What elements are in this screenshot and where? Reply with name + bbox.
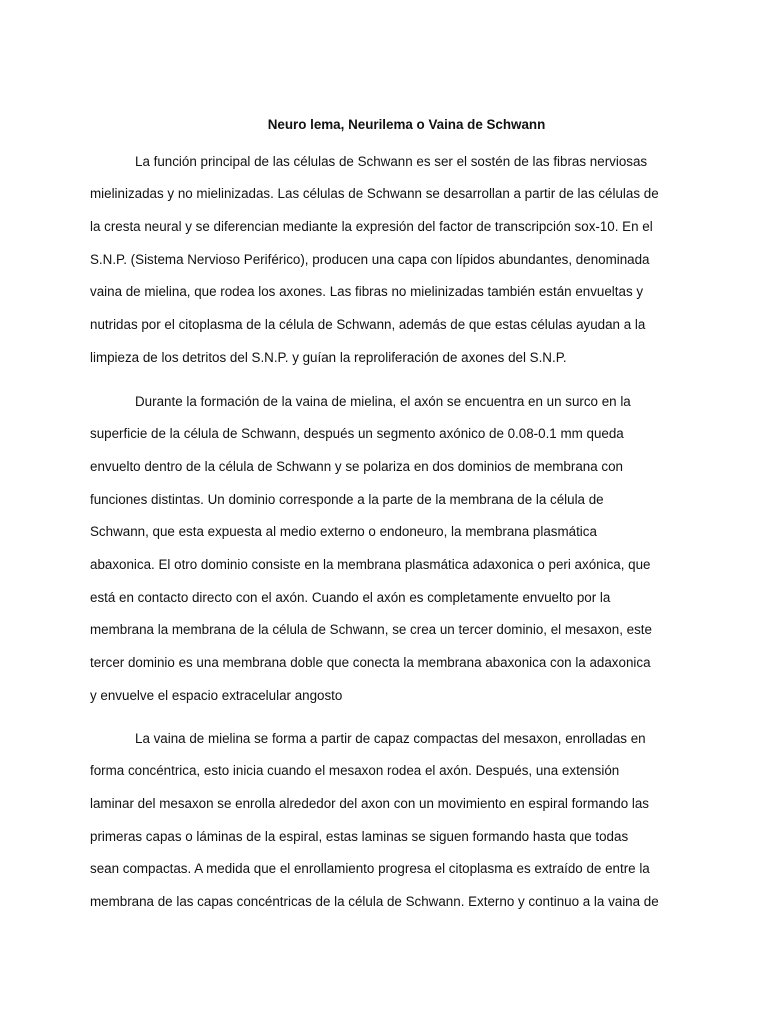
text-line: envuelto dentro de la célula de Schwann y se polariza en dos dominios de membrana con xyxy=(90,458,623,474)
text-line: mielinizadas y no mielinizadas. Las células de Schwann se desarrollan a partir de las células de xyxy=(90,186,659,202)
text-line: Schwann, que esta expuesta al medio externo o endoneuro, la membrana plasmática xyxy=(90,524,597,540)
text-line: funciones distintas. Un dominio corresponde a la parte de la membrana de la célula de xyxy=(90,491,604,507)
text-line: está en contacto directo con el axón. Cuando el axón es completamente envuelto por la xyxy=(90,589,611,605)
text-line: y envuelve el espacio extracelular angosto xyxy=(90,687,343,703)
text-line: primeras capas o láminas de la espiral, estas laminas se siguen formando hasta que todas xyxy=(90,828,629,844)
text-line: sean compactas. A medida que el enrollamiento progresa el citoplasma es extraído de entre la xyxy=(90,861,650,877)
document-title: Neuro lema, Neurilema o Vaina de Schwann xyxy=(267,117,546,132)
text-line: nutridas por el citoplasma de la célula de Schwann, además de que estas células ayudan a la xyxy=(90,316,646,332)
text-line: limpieza de los detritos del S.N.P. y guían la reproliferación de axones del S.N.P. xyxy=(90,349,567,365)
paragraph-myelin-compaction xyxy=(90,723,690,919)
text-line: Durante la formación de la vaina de mielina, el axón se encuentra en un surco en la xyxy=(135,393,631,409)
text-line: membrana de las capas concéntricas de la célula de Schwann. Externo y continuo a la vaina de xyxy=(90,893,659,909)
text-line: superficie de la célula de Schwann, después un segmento axónico de 0.08-0.1 mm queda xyxy=(90,426,624,442)
text-line: abaxonica. El otro dominio consiste en la membrana plasmática adaxonica o peri axónica, que xyxy=(90,556,651,572)
text-line: tercer dominio es una membrana doble que conecta la membrana abaxonica con la adaxonica xyxy=(90,655,651,670)
text-line: La función principal de las células de Schwann es ser el sostén de las fibras nerviosas xyxy=(135,153,648,169)
text-line: vaina de mielina, que rodea los axones. Las fibras no mielinizadas también están envueltas y xyxy=(90,284,644,300)
text-line: forma concéntrica, esto inicia cuando el mesaxon rodea el axón. Después, una extensión xyxy=(90,763,620,779)
text-line: laminar del mesaxon se enrolla alrededor del axon con un movimiento en espiral formando las xyxy=(90,795,649,811)
paragraph-myelin-formation-domains xyxy=(90,386,690,713)
text-line: la cresta neural y se diferencian mediante la expresión del factor de transcripción sox-10. En el xyxy=(90,218,653,234)
paragraph-schwann-function xyxy=(90,146,690,375)
text-line: La vaina de mielina se forma a partir de capaz compactas del mesaxon, enrolladas en xyxy=(135,730,646,746)
text-line: membrana la membrana de la célula de Schwann, se crea un tercer dominio, el mesaxon, este xyxy=(90,622,652,638)
text-line: S.N.P. (Sistema Nervioso Periférico), producen una capa con lípidos abundantes, denominada xyxy=(90,251,650,267)
